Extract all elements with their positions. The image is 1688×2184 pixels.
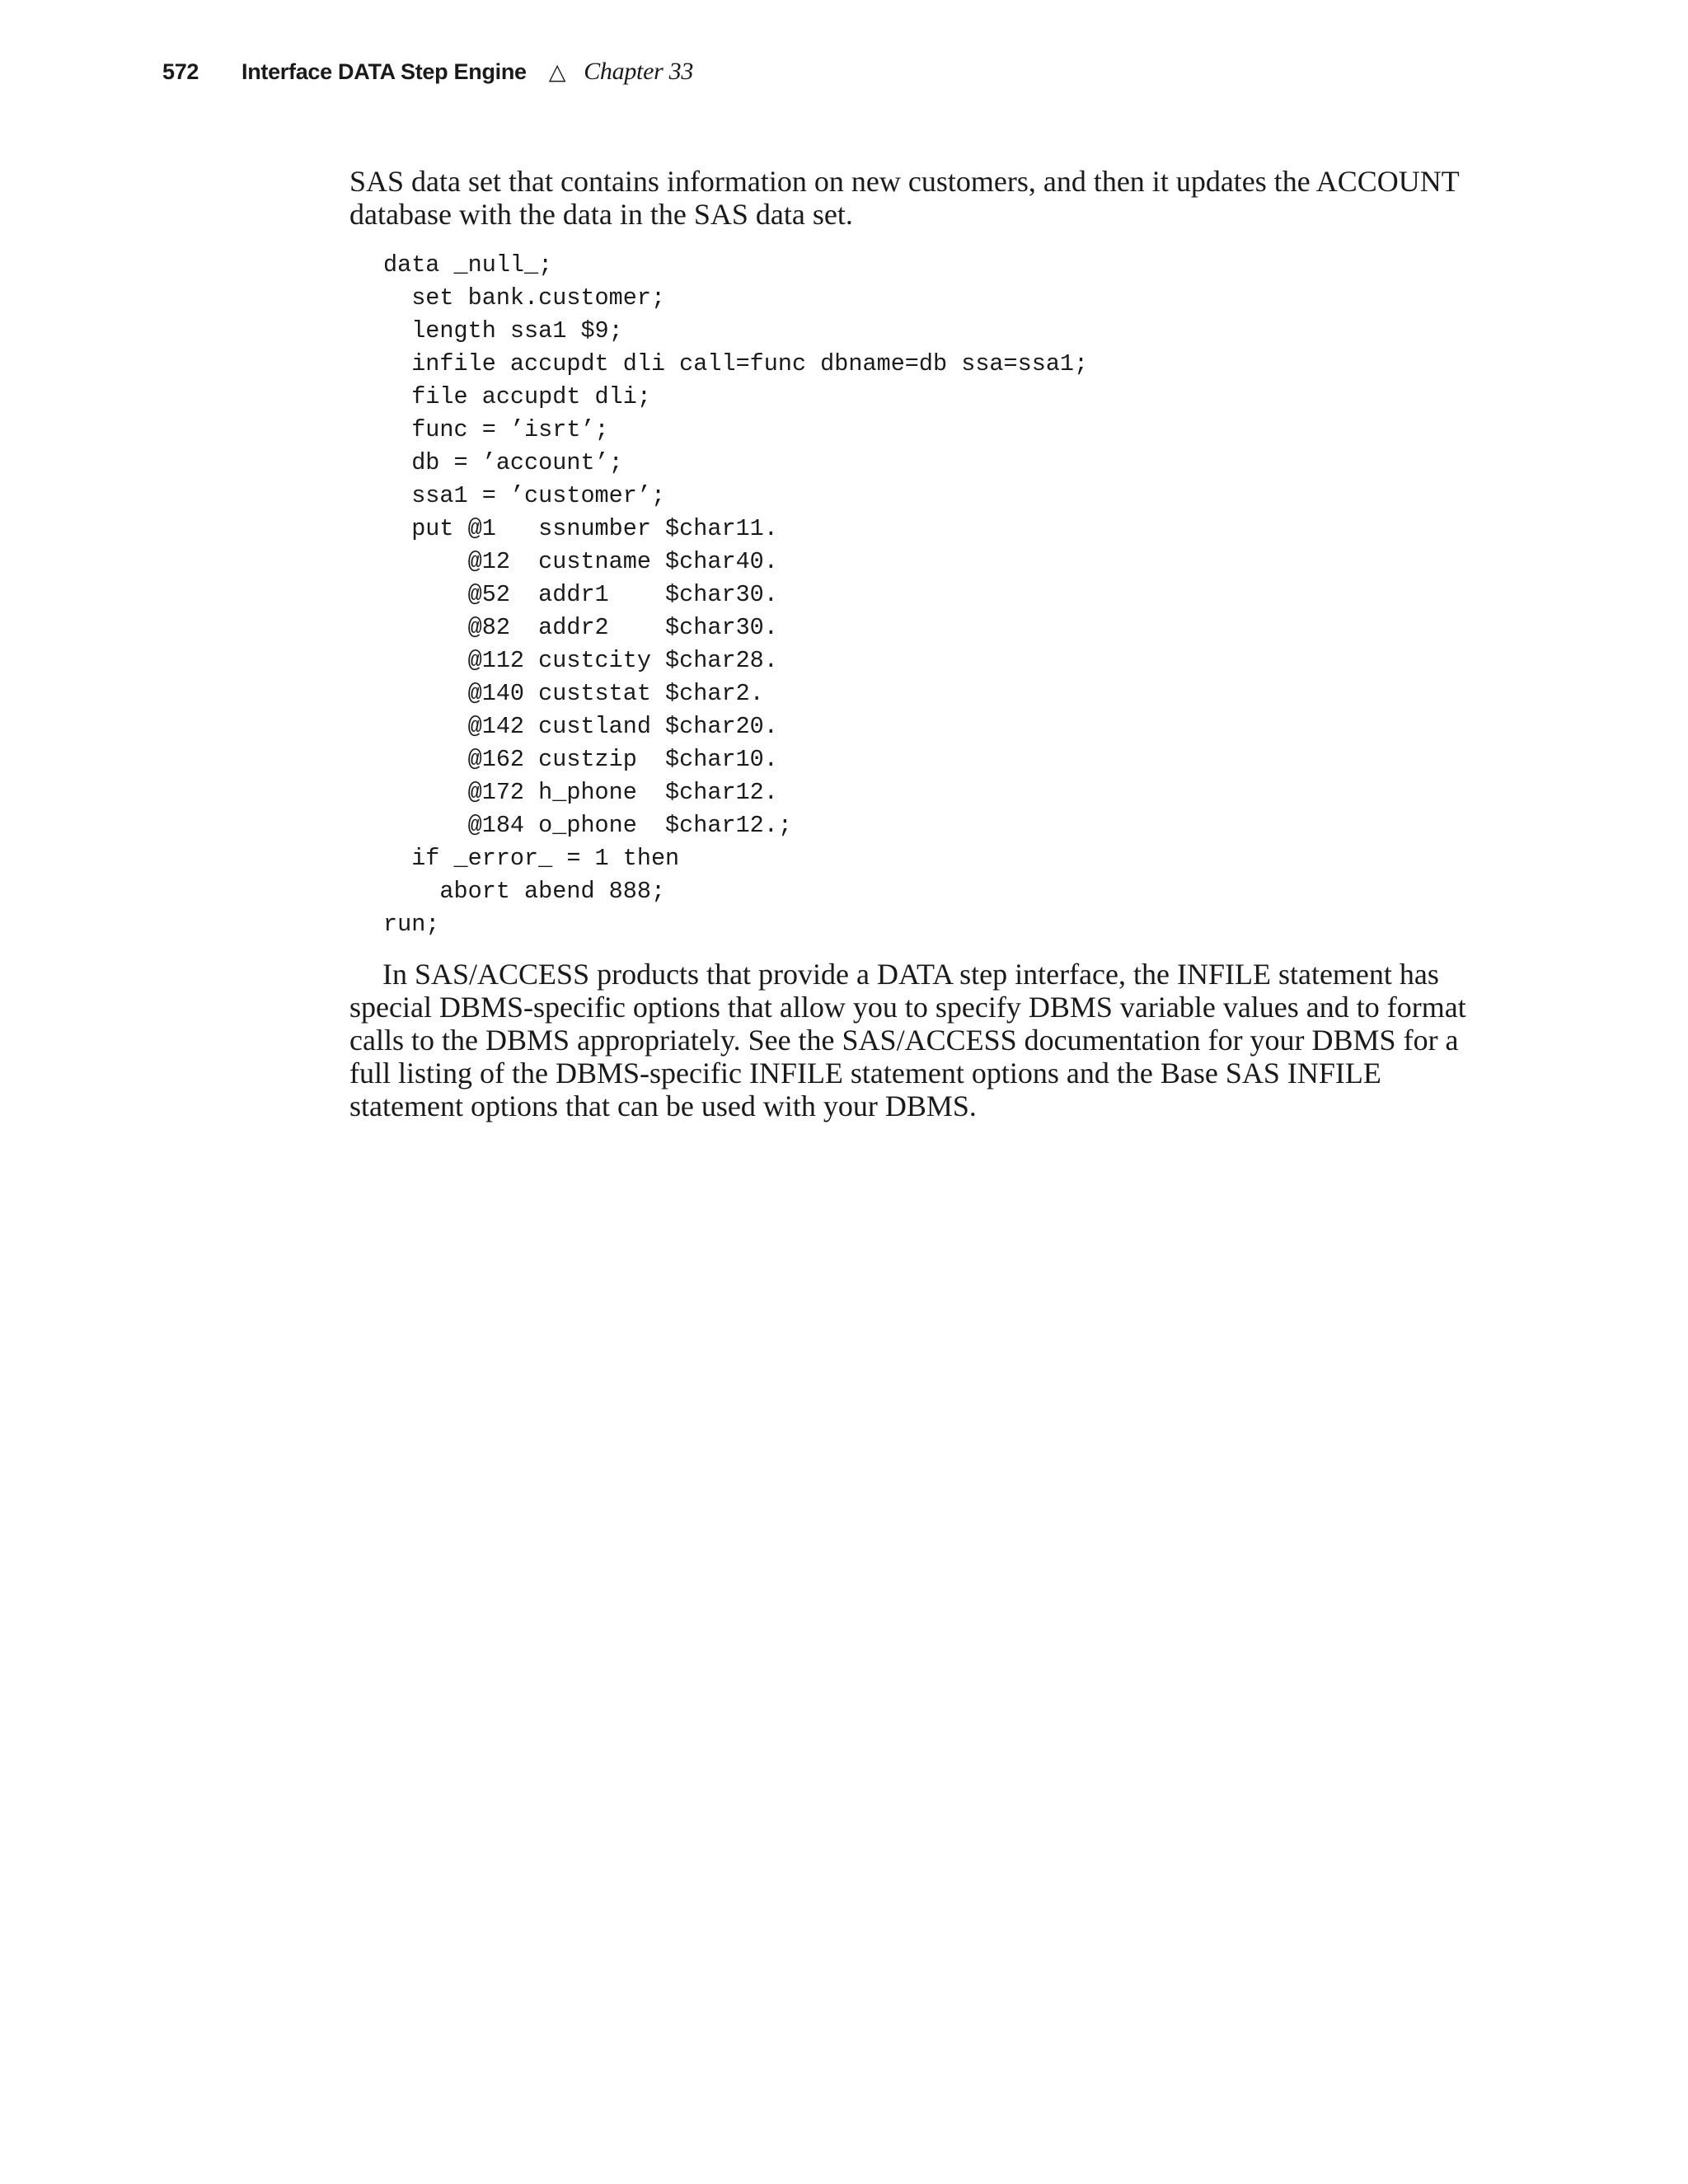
- code-line: length ssa1 $9;: [383, 317, 623, 344]
- code-line: put @1 ssnumber $char11.: [383, 515, 778, 542]
- chapter-label: Chapter 33: [584, 58, 694, 85]
- code-line: @12 custname $char40.: [383, 548, 778, 575]
- code-line: db = ’account’;: [383, 449, 623, 476]
- code-line: @140 custstat $char2.: [383, 680, 764, 707]
- page-content: [349, 165, 1487, 1122]
- code-line: infile accupdt dli call=func dbname=db ssa=ssa1;: [383, 350, 1089, 377]
- page-number: 572: [162, 59, 199, 84]
- code-line: if _error_ = 1 then: [383, 845, 680, 872]
- closing-paragraph: In SAS/ACCESS products that provide a DATA step interface, the INFILE statement has special DBMS-specific options that allow you to specify DBMS variable values and to format calls to the DBMS appropriately. See the SAS/ACCESS documentation for your DBMS for a full listing of the DBMS-specific INFILE statement options and the Base SAS INFILE statement options that can be used with your DBMS.: [349, 958, 1466, 1122]
- code-line: func = ’isrt’;: [383, 416, 609, 443]
- triangle-separator-icon: △: [548, 59, 566, 85]
- code-block: [349, 249, 1487, 941]
- code-line: set bank.customer;: [383, 284, 666, 312]
- code-line: @172 h_phone $char12.: [383, 779, 778, 806]
- running-title: Interface DATA Step Engine: [241, 59, 527, 84]
- code-line: @162 custzip $char10.: [383, 746, 778, 773]
- code-line: @52 addr1 $char30.: [383, 581, 778, 608]
- code-line: ssa1 = ’customer’;: [383, 482, 666, 509]
- code-line: @112 custcity $char28.: [383, 647, 778, 674]
- code-line: data _null_;: [383, 251, 553, 279]
- code-line: file accupdt dli;: [383, 383, 651, 410]
- code-line: @82 addr2 $char30.: [383, 614, 778, 641]
- code-line: run;: [383, 911, 440, 938]
- running-head: [162, 58, 693, 91]
- code-line: @184 o_phone $char12.;: [383, 812, 792, 839]
- intro-paragraph: SAS data set that contains information on new customers, and then it updates the ACCOUNT database with the data in the SAS data set.: [349, 165, 1460, 231]
- code-line: @142 custland $char20.: [383, 713, 778, 740]
- code-line: abort abend 888;: [383, 878, 666, 905]
